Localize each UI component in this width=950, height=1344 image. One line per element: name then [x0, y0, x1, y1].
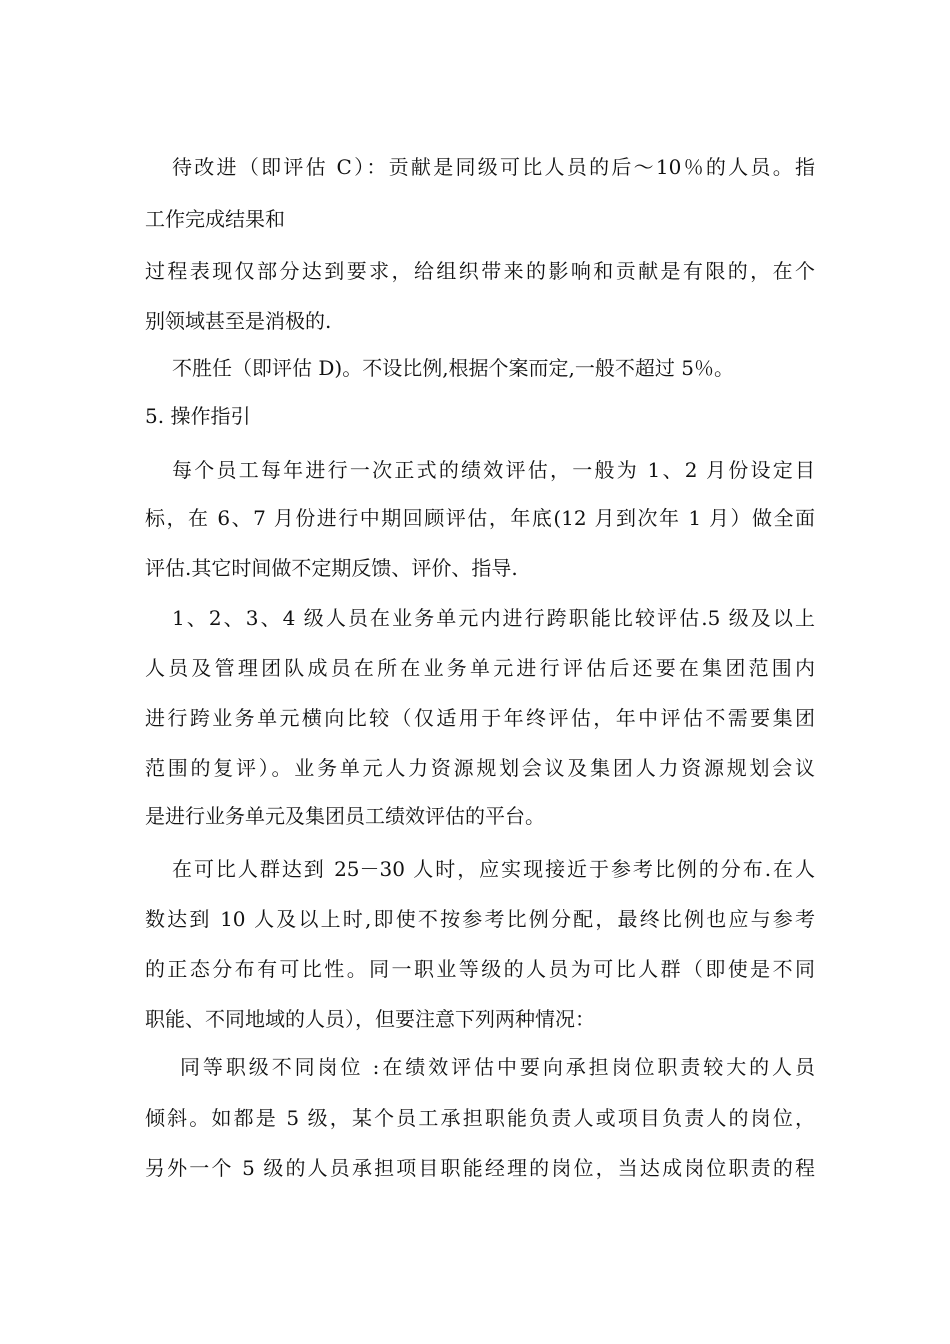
paragraph-line: 同等职级不同岗位 :在绩效评估中要向承担岗位职责较大的人员: [180, 1055, 815, 1079]
paragraph-line: 过程表现仅部分达到要求，给组织带来的影响和贡献是有限的，在个: [145, 259, 815, 283]
paragraph-line: 标，在 6、7 月份进行中期回顾评估，年底(12 月到次年 1 月）做全面: [145, 506, 815, 530]
paragraph-line: 范围的复评）。业务单元人力资源规划会议及集团人力资源规划会议: [145, 756, 815, 780]
paragraph-line: 倾斜。如都是 5 级，某个员工承担职能负责人或项目负责人的岗位，: [145, 1106, 815, 1130]
paragraph-line: 数达到 10 人及以上时,即使不按参考比例分配，最终比例也应与参考: [145, 907, 815, 931]
paragraph-line: 每个员工每年进行一次正式的绩效评估，一般为 1、2 月份设定目: [172, 458, 815, 482]
paragraph-line: 工作完成结果和: [145, 207, 285, 231]
section-heading: 5. 操作指引: [145, 404, 251, 428]
paragraph-line: 职能、不同地域的人员），但要注意下列两种情况：: [145, 1007, 595, 1031]
paragraph-line: 评估.其它时间做不定期反馈、评价、指导.: [145, 556, 518, 580]
paragraph-line: 是进行业务单元及集团员工绩效评估的平台。: [145, 804, 545, 828]
paragraph-line: 进行跨业务单元横向比较（仅适用于年终评估，年中评估不需要集团: [145, 706, 815, 730]
paragraph-line: 另外一个 5 级的人员承担项目职能经理的岗位，当达成岗位职责的程: [145, 1156, 815, 1180]
paragraph-line: 的正态分布有可比性。同一职业等级的人员为可比人群（即使是不同: [145, 957, 815, 981]
paragraph-line: 待改进（即评估 C）：贡献是同级可比人员的后～10％的人员。指: [172, 155, 815, 179]
paragraph-line: 人员及管理团队成员在所在业务单元进行评估后还要在集团范围内: [145, 656, 815, 680]
paragraph-line: 在可比人群达到 25－30 人时，应实现接近于参考比例的分布.在人: [172, 857, 815, 881]
paragraph-line: 不胜任（即评估 D)。不设比例,根据个案而定,一般不超过 5％。: [172, 356, 734, 380]
paragraph-line: 1、2、3、4 级人员在业务单元内进行跨职能比较评估.5 级及以上: [172, 606, 815, 630]
paragraph-line: 别领域甚至是消极的.: [145, 309, 332, 333]
